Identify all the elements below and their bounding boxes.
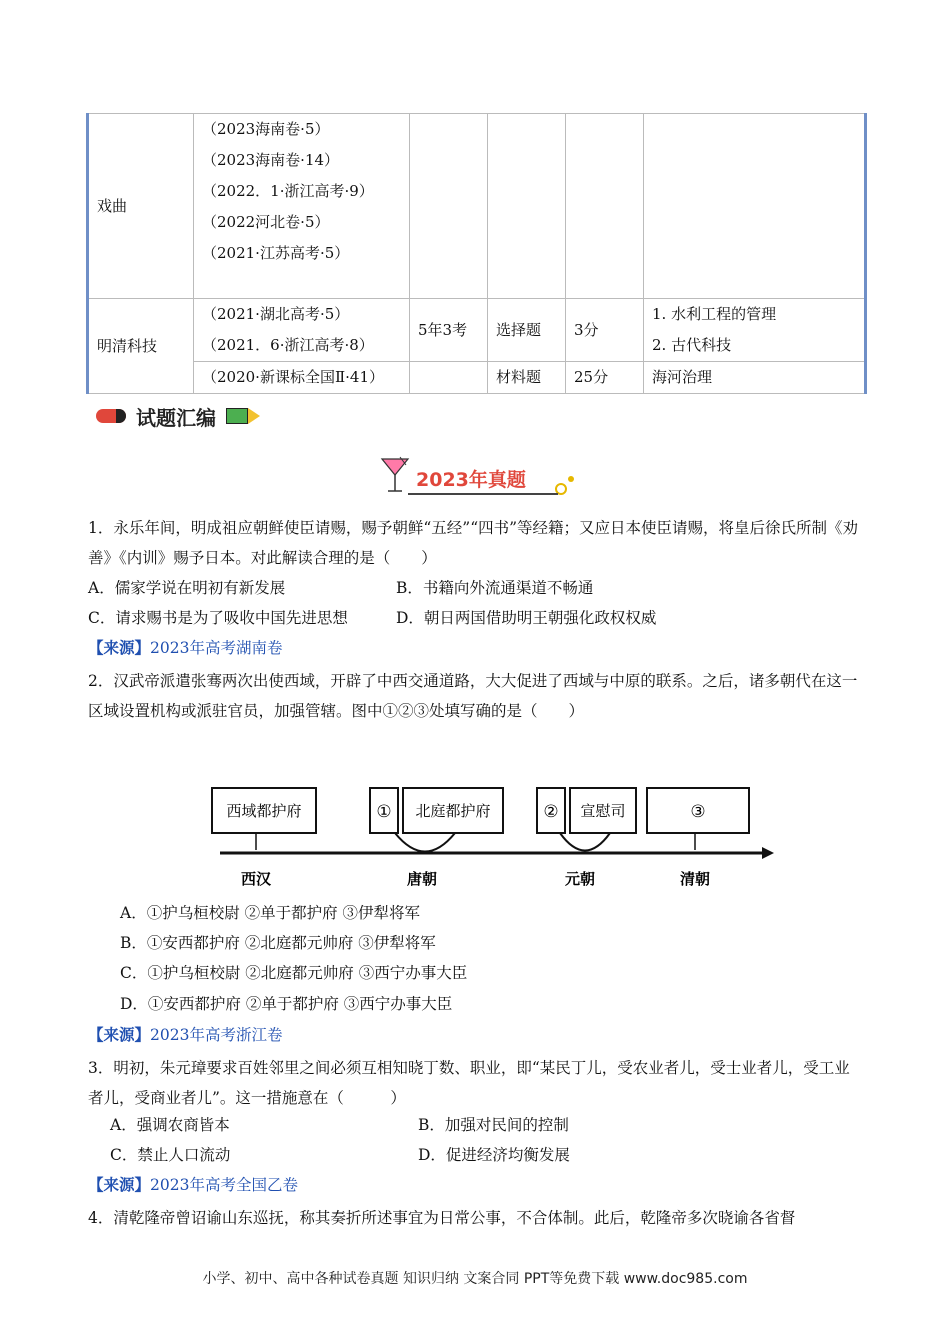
focus-cell: 海河治理 bbox=[644, 362, 866, 394]
timeline-box-label: 北庭都护府 bbox=[415, 802, 491, 820]
question-4-stem: 4．清乾隆帝曾诏谕山东巡抚，称其奏折所述事宜为日常公事，不合体制。此后，乾隆帝多次晓谕各省督 bbox=[88, 1209, 796, 1227]
question-1-source bbox=[88, 636, 282, 658]
timeline-box-label: 西域都护府 bbox=[226, 802, 302, 820]
source-item: （2023海南卷·5） bbox=[202, 120, 330, 138]
type-cell bbox=[488, 114, 566, 299]
question-3-option-a: A．强调农商皆本 bbox=[110, 1116, 230, 1134]
type-cell: 选择题 bbox=[488, 299, 566, 362]
source-text: 2023年高考湖南卷 bbox=[150, 639, 283, 657]
score-cell: 3分 bbox=[566, 299, 644, 362]
focus-item: 1. 水利工程的管理 bbox=[652, 305, 777, 323]
question-1-option-c: C．请求赐书是为了吸收中国先进思想 bbox=[88, 609, 348, 627]
pencil-icon bbox=[226, 408, 248, 424]
question-3-option-b: B．加强对民间的控制 bbox=[418, 1116, 569, 1134]
question-2-option-d: D．①安西都护府 ②单于都护府 ③西宁办事大臣 bbox=[120, 995, 453, 1013]
timeline-era-label: 西汉 bbox=[240, 870, 272, 888]
table-row bbox=[88, 299, 866, 362]
year-badge-label: 2023年真题 bbox=[416, 469, 526, 491]
timeline-figure bbox=[200, 780, 780, 895]
frequency-cell bbox=[410, 114, 488, 299]
exam-overview-table bbox=[86, 113, 867, 394]
timeline-era-label: 唐朝 bbox=[406, 870, 438, 888]
question-2-source bbox=[88, 1023, 282, 1045]
focus-cell bbox=[644, 299, 866, 362]
source-label: 【来源】 bbox=[88, 638, 151, 657]
question-2-option-c: C．①护乌桓校尉 ②北庭都元帅府 ③西宁办事大臣 bbox=[120, 964, 468, 982]
question-3-stem: 3．明初，朱元璋要求百姓邻里之间必须互相知晓丁数、职业，即“某民丁儿，受农业者儿，受士业者儿，受工业者儿，受商业者儿”。这一措施意在（ ） bbox=[88, 1059, 850, 1107]
table-row bbox=[88, 114, 866, 299]
score-cell: 25分 bbox=[566, 362, 644, 394]
sources-cell bbox=[194, 114, 410, 299]
question-3-option-d: D．促进经济均衡发展 bbox=[418, 1146, 570, 1164]
section-header bbox=[96, 403, 248, 429]
source-item: （2021．6·浙江高考·8） bbox=[202, 336, 374, 354]
sources-cell bbox=[194, 299, 410, 362]
pill-icon bbox=[96, 409, 126, 423]
question-1-option-d: D．朝日两国借助明王朝强化政权权威 bbox=[396, 609, 657, 627]
timeline-box-label: ② bbox=[543, 802, 559, 822]
question-2-stem: 2．汉武帝派遣张骞两次出使西域，开辟了中西交通道路，大大促进了西域与中原的联系。之后，诸多朝代在这一区域设置机构或派驻官员，加强管辖。图中①②③处填写确的是（ ） bbox=[88, 672, 858, 720]
question-1-option-b: B．书籍向外流通渠道不畅通 bbox=[396, 579, 594, 597]
question-2-option-b: B．①安西都护府 ②北庭都元帅府 ③伊犁将军 bbox=[120, 934, 436, 952]
question-3-source bbox=[88, 1173, 298, 1195]
topic-cell: 明清科技 bbox=[88, 299, 194, 394]
timeline-box-label: 宣慰司 bbox=[580, 802, 626, 820]
source-item: （2021·江苏高考·5） bbox=[202, 244, 350, 262]
year-badge bbox=[378, 455, 578, 501]
source-item: （2020·新课标全国Ⅱ·41） bbox=[202, 368, 384, 386]
timeline-box-label: ① bbox=[376, 802, 392, 822]
table-row bbox=[88, 362, 866, 394]
question-3-option-c: C．禁止人口流动 bbox=[110, 1146, 231, 1164]
divider bbox=[408, 493, 558, 495]
source-item: （2023海南卷·14） bbox=[202, 151, 340, 169]
question-1-stem: 1．永乐年间，明成祖应朝鲜使臣请赐，赐予朝鲜“五经”“四书”等经籍；又应日本使臣请赐，将皇后徐氏所制《劝善》《内训》赐予日本。对此解读合理的是（ ） bbox=[88, 519, 859, 567]
timeline-era-label: 元朝 bbox=[564, 870, 596, 888]
source-item: （2022．1·浙江高考·9） bbox=[202, 182, 374, 200]
topic-cell: 戏曲 bbox=[88, 114, 194, 299]
focus-cell bbox=[644, 114, 866, 299]
source-item: （2021·湖北高考·5） bbox=[202, 305, 350, 323]
score-cell bbox=[566, 114, 644, 299]
frequency-cell bbox=[410, 362, 488, 394]
page-footer: 小学、初中、高中各种试卷真题 知识归纳 文案合同 PPT等免费下载 www.doc985.com bbox=[202, 1271, 748, 1287]
frequency-cell: 5年3考 bbox=[410, 299, 488, 362]
question-2-option-a: A．①护乌桓校尉 ②单于都护府 ③伊犁将军 bbox=[120, 904, 421, 922]
focus-item: 2. 古代科技 bbox=[652, 336, 732, 354]
timeline-era-label: 清朝 bbox=[679, 870, 711, 888]
section-title: 试题汇编 bbox=[136, 405, 216, 430]
timeline-box-label: ③ bbox=[690, 802, 706, 822]
source-label: 【来源】 bbox=[88, 1175, 151, 1194]
sources-cell bbox=[194, 362, 410, 394]
source-item: （2022河北卷·5） bbox=[202, 213, 330, 231]
question-1-option-a: A．儒家学说在明初有新发展 bbox=[88, 579, 286, 597]
source-label: 【来源】 bbox=[88, 1025, 151, 1044]
source-text: 2023年高考全国乙卷 bbox=[150, 1176, 298, 1194]
type-cell: 材料题 bbox=[488, 362, 566, 394]
source-text: 2023年高考浙江卷 bbox=[150, 1026, 283, 1044]
